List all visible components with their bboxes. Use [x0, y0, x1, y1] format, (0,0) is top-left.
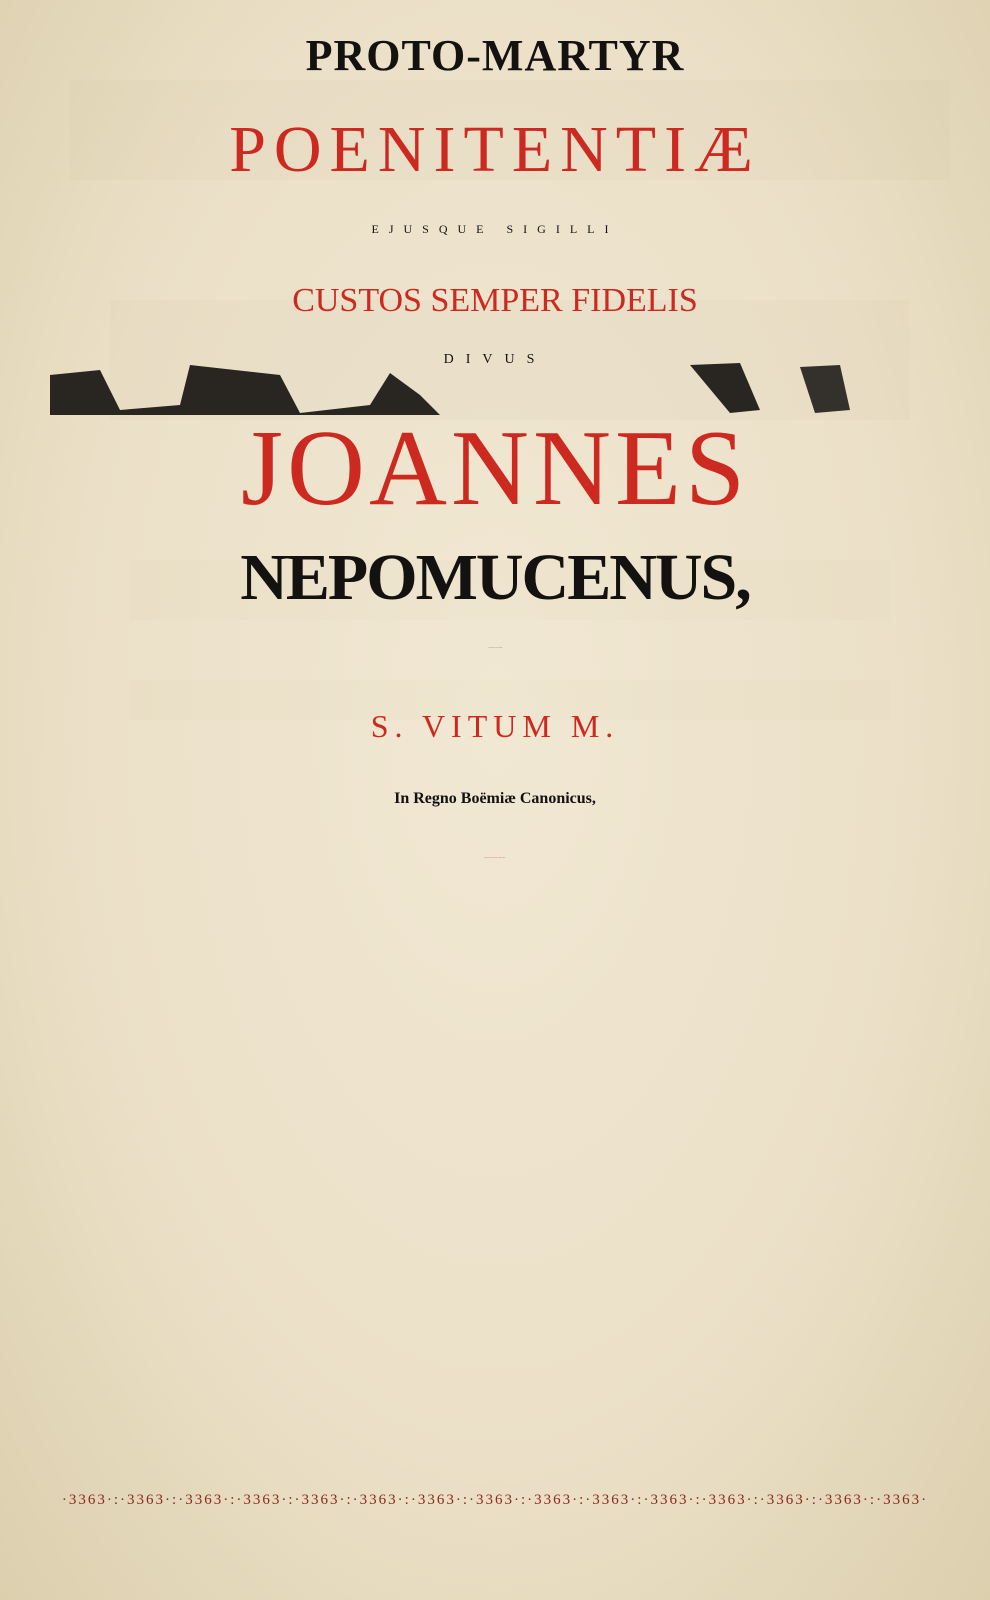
- title-line-nepomucenus: NEPOMUCENUS,: [240, 541, 750, 614]
- title-line-proto-martyr: PROTO-MARTYR: [305, 31, 685, 80]
- title-line-ejusque-sigilli: EJUSQUE SIGILLI: [371, 222, 619, 236]
- text-s-vitum: S. VITUM M.: [370, 708, 620, 744]
- text-metropolitanae: S. Metropolitanæ Ecclesiæ Pragensis: [487, 648, 503, 649]
- title-line-divus: DIVUS: [443, 352, 547, 367]
- title-line-poenitentiae: POENITENTIÆ: [229, 113, 761, 186]
- ornament-rule: ·3363·:·3363·:·3363·:·3363·:·3363·:·3363·:·3363·:·3363·:·3363·:·3363·:·3363·:·3363·:·3363·:·3363·:·3363·: [61, 1492, 929, 1508]
- text-in-regno: In Regno Boëmiæ Canonicus,: [394, 790, 596, 807]
- title-line-joannes: JOANNES: [240, 409, 750, 528]
- text-reginae: Reginæ Joannæ Confessarius, & Regius Eleemosy-: [484, 858, 506, 859]
- title-line-custos: CUSTOS SEMPER FIDELIS: [292, 282, 698, 319]
